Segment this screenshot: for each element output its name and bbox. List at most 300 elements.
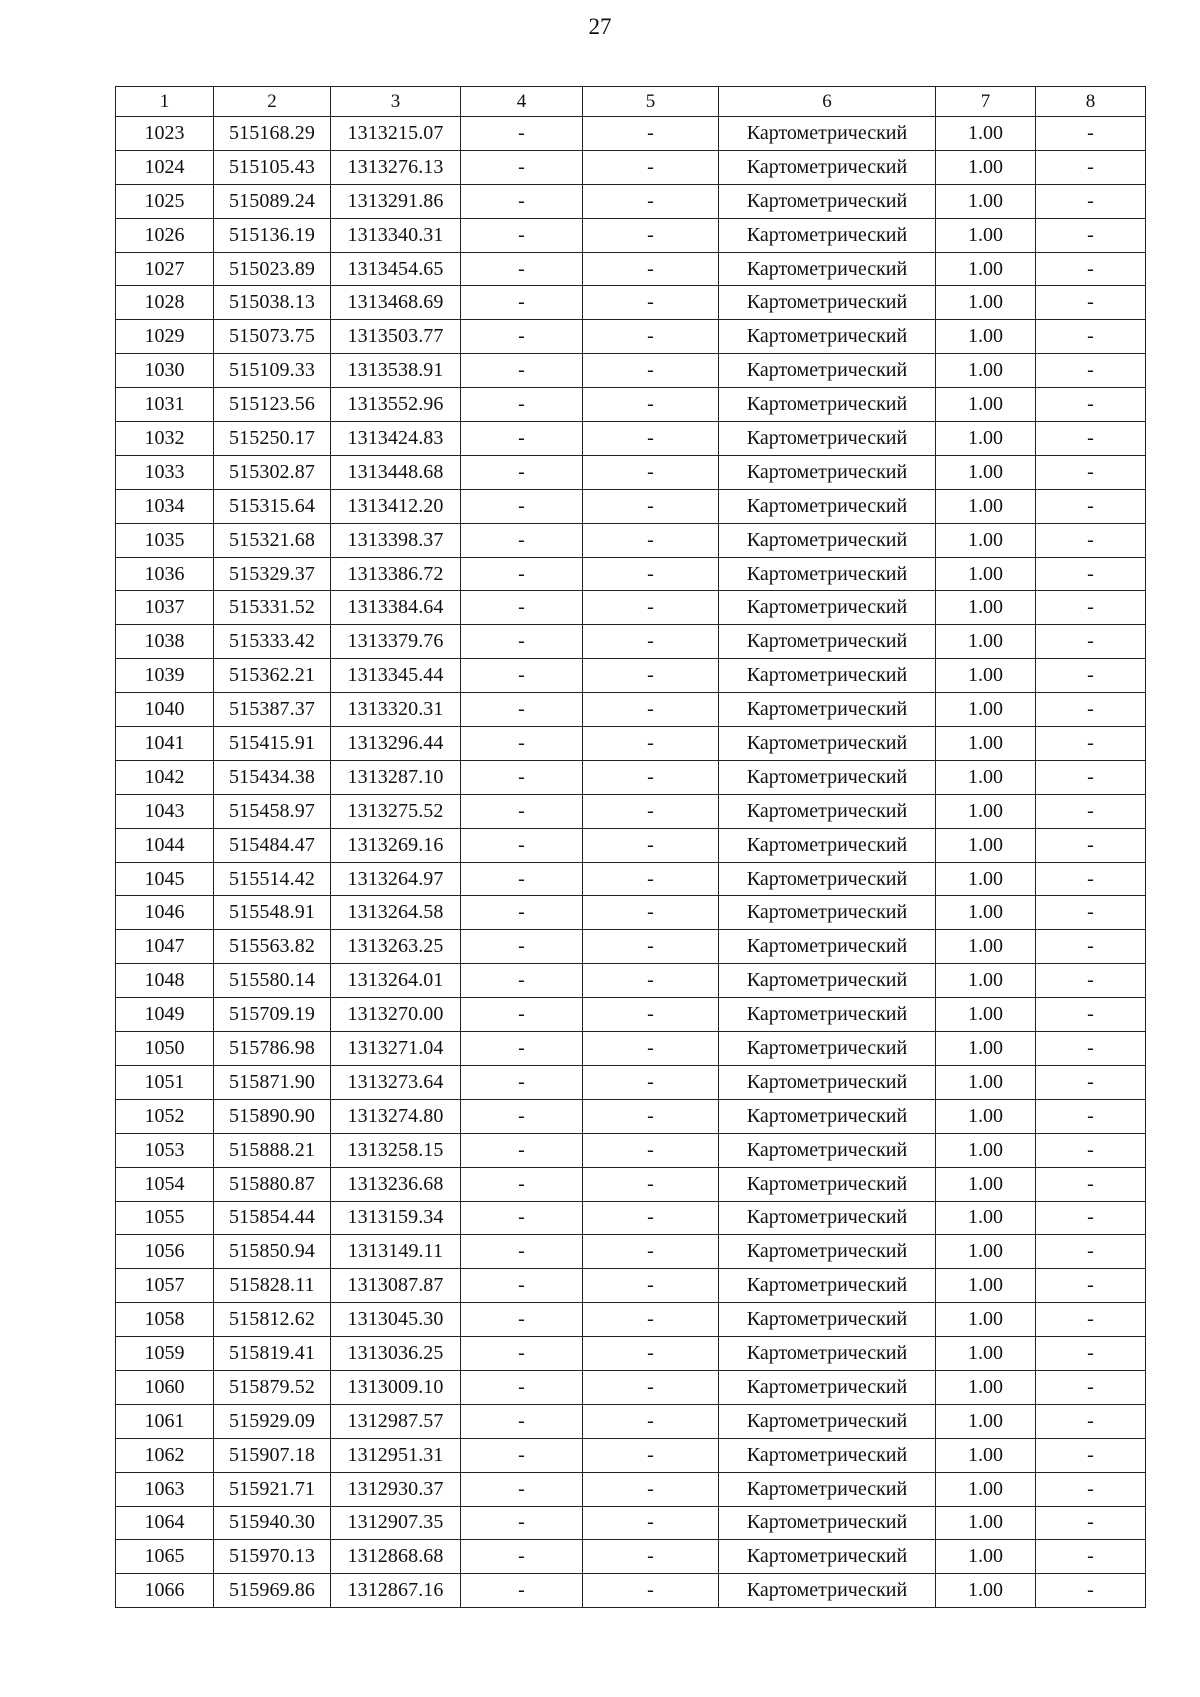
x-coordinate-cell: 515302.87 — [214, 455, 331, 489]
point-number-cell: 1035 — [116, 523, 214, 557]
column-4-cell: - — [461, 1370, 583, 1404]
column-5-cell: - — [583, 1269, 719, 1303]
point-number-cell: 1045 — [116, 862, 214, 896]
accuracy-cell: 1.00 — [936, 1404, 1036, 1438]
column-5-cell: - — [583, 1574, 719, 1608]
method-cell: Картометрический — [719, 727, 936, 761]
column-5-cell: - — [583, 1032, 719, 1066]
column-8-cell: - — [1036, 1337, 1146, 1371]
accuracy-cell: 1.00 — [936, 896, 1036, 930]
point-number-cell: 1037 — [116, 591, 214, 625]
column-8-cell: - — [1036, 1472, 1146, 1506]
accuracy-cell: 1.00 — [936, 388, 1036, 422]
x-coordinate-cell: 515812.62 — [214, 1303, 331, 1337]
accuracy-cell: 1.00 — [936, 150, 1036, 184]
x-coordinate-cell: 515089.24 — [214, 184, 331, 218]
column-4-cell: - — [461, 218, 583, 252]
column-4-cell: - — [461, 591, 583, 625]
point-number-cell: 1047 — [116, 930, 214, 964]
method-cell: Картометрический — [719, 896, 936, 930]
column-8-cell: - — [1036, 625, 1146, 659]
method-cell: Картометрический — [719, 252, 936, 286]
column-4-cell: - — [461, 693, 583, 727]
method-cell: Картометрический — [719, 1303, 936, 1337]
accuracy-cell: 1.00 — [936, 1065, 1036, 1099]
column-5-cell: - — [583, 1065, 719, 1099]
y-coordinate-cell: 1312987.57 — [331, 1404, 461, 1438]
table-header — [116, 87, 1146, 117]
point-number-cell: 1023 — [116, 117, 214, 151]
accuracy-cell: 1.00 — [936, 1133, 1036, 1167]
column-4-cell: - — [461, 286, 583, 320]
column-8-cell: - — [1036, 1506, 1146, 1540]
y-coordinate-cell: 1312907.35 — [331, 1506, 461, 1540]
column-4-cell: - — [461, 489, 583, 523]
table-row — [116, 1574, 1146, 1608]
table-row — [116, 184, 1146, 218]
table-row — [116, 727, 1146, 761]
x-coordinate-cell: 515850.94 — [214, 1235, 331, 1269]
column-5-cell: - — [583, 896, 719, 930]
column-4-cell: - — [461, 1438, 583, 1472]
column-5-cell: - — [583, 1167, 719, 1201]
column-8-cell: - — [1036, 1032, 1146, 1066]
table-row — [116, 218, 1146, 252]
point-number-cell: 1041 — [116, 727, 214, 761]
column-4-cell: - — [461, 964, 583, 998]
point-number-cell: 1059 — [116, 1337, 214, 1371]
column-8-cell: - — [1036, 1099, 1146, 1133]
column-4-cell: - — [461, 320, 583, 354]
column-header-6: 6 — [719, 87, 936, 117]
column-5-cell: - — [583, 286, 719, 320]
method-cell: Картометрический — [719, 659, 936, 693]
column-5-cell: - — [583, 727, 719, 761]
accuracy-cell: 1.00 — [936, 760, 1036, 794]
column-5-cell: - — [583, 1506, 719, 1540]
table-row — [116, 150, 1146, 184]
method-cell: Картометрический — [719, 1438, 936, 1472]
table-row — [116, 320, 1146, 354]
column-8-cell: - — [1036, 1167, 1146, 1201]
column-4-cell: - — [461, 422, 583, 456]
column-8-cell: - — [1036, 1438, 1146, 1472]
column-header-8: 8 — [1036, 87, 1146, 117]
column-header-5: 5 — [583, 87, 719, 117]
point-number-cell: 1052 — [116, 1099, 214, 1133]
column-header-1: 1 — [116, 87, 214, 117]
y-coordinate-cell: 1313448.68 — [331, 455, 461, 489]
table-row — [116, 1201, 1146, 1235]
column-5-cell: - — [583, 1133, 719, 1167]
table-row — [116, 1133, 1146, 1167]
accuracy-cell: 1.00 — [936, 1235, 1036, 1269]
accuracy-cell: 1.00 — [936, 286, 1036, 320]
column-8-cell: - — [1036, 591, 1146, 625]
accuracy-cell: 1.00 — [936, 252, 1036, 286]
method-cell: Картометрический — [719, 930, 936, 964]
table-row — [116, 354, 1146, 388]
column-8-cell: - — [1036, 760, 1146, 794]
column-8-cell: - — [1036, 930, 1146, 964]
column-8-cell: - — [1036, 354, 1146, 388]
column-8-cell: - — [1036, 489, 1146, 523]
x-coordinate-cell: 515329.37 — [214, 557, 331, 591]
column-5-cell: - — [583, 354, 719, 388]
column-8-cell: - — [1036, 150, 1146, 184]
column-5-cell: - — [583, 591, 719, 625]
column-4-cell: - — [461, 1337, 583, 1371]
method-cell: Картометрический — [719, 523, 936, 557]
column-4-cell: - — [461, 659, 583, 693]
point-number-cell: 1040 — [116, 693, 214, 727]
column-4-cell: - — [461, 557, 583, 591]
y-coordinate-cell: 1313087.87 — [331, 1269, 461, 1303]
y-coordinate-cell: 1313384.64 — [331, 591, 461, 625]
y-coordinate-cell: 1313263.25 — [331, 930, 461, 964]
accuracy-cell: 1.00 — [936, 659, 1036, 693]
accuracy-cell: 1.00 — [936, 794, 1036, 828]
column-5-cell: - — [583, 1370, 719, 1404]
method-cell: Картометрический — [719, 1337, 936, 1371]
accuracy-cell: 1.00 — [936, 320, 1036, 354]
method-cell: Картометрический — [719, 422, 936, 456]
method-cell: Картометрический — [719, 964, 936, 998]
x-coordinate-cell: 515123.56 — [214, 388, 331, 422]
column-8-cell: - — [1036, 455, 1146, 489]
accuracy-cell: 1.00 — [936, 1269, 1036, 1303]
x-coordinate-cell: 515415.91 — [214, 727, 331, 761]
method-cell: Картометрический — [719, 489, 936, 523]
column-8-cell: - — [1036, 1235, 1146, 1269]
x-coordinate-cell: 515362.21 — [214, 659, 331, 693]
column-8-cell: - — [1036, 1065, 1146, 1099]
page-number: 27 — [588, 14, 612, 39]
table-row — [116, 1303, 1146, 1337]
point-number-cell: 1063 — [116, 1472, 214, 1506]
column-4-cell: - — [461, 998, 583, 1032]
method-cell: Картометрический — [719, 1370, 936, 1404]
x-coordinate-cell: 515387.37 — [214, 693, 331, 727]
table-row — [116, 1506, 1146, 1540]
method-cell: Картометрический — [719, 1540, 936, 1574]
column-8-cell: - — [1036, 557, 1146, 591]
y-coordinate-cell: 1313379.76 — [331, 625, 461, 659]
point-number-cell: 1058 — [116, 1303, 214, 1337]
x-coordinate-cell: 515023.89 — [214, 252, 331, 286]
method-cell: Картометрический — [719, 557, 936, 591]
accuracy-cell: 1.00 — [936, 1574, 1036, 1608]
table-row — [116, 286, 1146, 320]
accuracy-cell: 1.00 — [936, 1099, 1036, 1133]
x-coordinate-cell: 515073.75 — [214, 320, 331, 354]
y-coordinate-cell: 1313552.96 — [331, 388, 461, 422]
accuracy-cell: 1.00 — [936, 422, 1036, 456]
column-8-cell: - — [1036, 184, 1146, 218]
x-coordinate-cell: 515038.13 — [214, 286, 331, 320]
column-5-cell: - — [583, 828, 719, 862]
column-8-cell: - — [1036, 964, 1146, 998]
point-number-cell: 1066 — [116, 1574, 214, 1608]
x-coordinate-cell: 515709.19 — [214, 998, 331, 1032]
table-row — [116, 998, 1146, 1032]
point-number-cell: 1051 — [116, 1065, 214, 1099]
x-coordinate-cell: 515819.41 — [214, 1337, 331, 1371]
point-number-cell: 1054 — [116, 1167, 214, 1201]
column-8-cell: - — [1036, 1404, 1146, 1438]
x-coordinate-cell: 515828.11 — [214, 1269, 331, 1303]
table-row — [116, 1540, 1146, 1574]
y-coordinate-cell: 1313258.15 — [331, 1133, 461, 1167]
column-8-cell: - — [1036, 1201, 1146, 1235]
column-4-cell: - — [461, 150, 583, 184]
point-number-cell: 1053 — [116, 1133, 214, 1167]
table-row — [116, 828, 1146, 862]
method-cell: Картометрический — [719, 1065, 936, 1099]
x-coordinate-cell: 515970.13 — [214, 1540, 331, 1574]
column-5-cell: - — [583, 794, 719, 828]
x-coordinate-cell: 515548.91 — [214, 896, 331, 930]
column-8-cell: - — [1036, 1574, 1146, 1608]
y-coordinate-cell: 1313159.34 — [331, 1201, 461, 1235]
column-4-cell: - — [461, 1167, 583, 1201]
x-coordinate-cell: 515333.42 — [214, 625, 331, 659]
column-8-cell: - — [1036, 1133, 1146, 1167]
y-coordinate-cell: 1313503.77 — [331, 320, 461, 354]
point-number-cell: 1046 — [116, 896, 214, 930]
x-coordinate-cell: 515484.47 — [214, 828, 331, 862]
method-cell: Картометрический — [719, 1574, 936, 1608]
x-coordinate-cell: 515434.38 — [214, 760, 331, 794]
x-coordinate-cell: 515315.64 — [214, 489, 331, 523]
method-cell: Картометрический — [719, 1235, 936, 1269]
column-4-cell: - — [461, 252, 583, 286]
column-8-cell: - — [1036, 862, 1146, 896]
accuracy-cell: 1.00 — [936, 1472, 1036, 1506]
accuracy-cell: 1.00 — [936, 1303, 1036, 1337]
y-coordinate-cell: 1313215.07 — [331, 117, 461, 151]
column-4-cell: - — [461, 1506, 583, 1540]
column-4-cell: - — [461, 523, 583, 557]
y-coordinate-cell: 1313264.01 — [331, 964, 461, 998]
x-coordinate-cell: 515109.33 — [214, 354, 331, 388]
x-coordinate-cell: 515321.68 — [214, 523, 331, 557]
column-4-cell: - — [461, 727, 583, 761]
column-8-cell: - — [1036, 523, 1146, 557]
table-row — [116, 455, 1146, 489]
y-coordinate-cell: 1313009.10 — [331, 1370, 461, 1404]
point-number-cell: 1032 — [116, 422, 214, 456]
column-4-cell: - — [461, 1235, 583, 1269]
point-number-cell: 1026 — [116, 218, 214, 252]
table-body — [116, 117, 1146, 1608]
column-5-cell: - — [583, 388, 719, 422]
y-coordinate-cell: 1313273.64 — [331, 1065, 461, 1099]
method-cell: Картометрический — [719, 828, 936, 862]
y-coordinate-cell: 1313291.86 — [331, 184, 461, 218]
y-coordinate-cell: 1313045.30 — [331, 1303, 461, 1337]
accuracy-cell: 1.00 — [936, 218, 1036, 252]
x-coordinate-cell: 515580.14 — [214, 964, 331, 998]
column-5-cell: - — [583, 184, 719, 218]
column-5-cell: - — [583, 455, 719, 489]
x-coordinate-cell: 515888.21 — [214, 1133, 331, 1167]
accuracy-cell: 1.00 — [936, 1032, 1036, 1066]
point-number-cell: 1065 — [116, 1540, 214, 1574]
table-row — [116, 1167, 1146, 1201]
accuracy-cell: 1.00 — [936, 625, 1036, 659]
table-row — [116, 896, 1146, 930]
column-5-cell: - — [583, 150, 719, 184]
column-4-cell: - — [461, 388, 583, 422]
column-5-cell: - — [583, 862, 719, 896]
method-cell: Картометрический — [719, 760, 936, 794]
table-row — [116, 1099, 1146, 1133]
column-5-cell: - — [583, 557, 719, 591]
column-5-cell: - — [583, 930, 719, 964]
column-5-cell: - — [583, 760, 719, 794]
method-cell: Картометрический — [719, 1404, 936, 1438]
point-number-cell: 1057 — [116, 1269, 214, 1303]
point-number-cell: 1056 — [116, 1235, 214, 1269]
column-header-7: 7 — [936, 87, 1036, 117]
method-cell: Картометрический — [719, 1133, 936, 1167]
y-coordinate-cell: 1313412.20 — [331, 489, 461, 523]
column-4-cell: - — [461, 625, 583, 659]
y-coordinate-cell: 1313269.16 — [331, 828, 461, 862]
method-cell: Картометрический — [719, 218, 936, 252]
coordinates-table — [115, 86, 1146, 1608]
accuracy-cell: 1.00 — [936, 1540, 1036, 1574]
accuracy-cell: 1.00 — [936, 964, 1036, 998]
accuracy-cell: 1.00 — [936, 354, 1036, 388]
accuracy-cell: 1.00 — [936, 930, 1036, 964]
accuracy-cell: 1.00 — [936, 557, 1036, 591]
accuracy-cell: 1.00 — [936, 117, 1036, 151]
accuracy-cell: 1.00 — [936, 1337, 1036, 1371]
point-number-cell: 1060 — [116, 1370, 214, 1404]
column-8-cell: - — [1036, 1303, 1146, 1337]
table-row — [116, 1472, 1146, 1506]
table-row — [116, 422, 1146, 456]
y-coordinate-cell: 1313275.52 — [331, 794, 461, 828]
method-cell: Картометрический — [719, 794, 936, 828]
x-coordinate-cell: 515907.18 — [214, 1438, 331, 1472]
x-coordinate-cell: 515940.30 — [214, 1506, 331, 1540]
column-5-cell: - — [583, 1438, 719, 1472]
point-number-cell: 1027 — [116, 252, 214, 286]
y-coordinate-cell: 1313264.97 — [331, 862, 461, 896]
table-row — [116, 557, 1146, 591]
point-number-cell: 1036 — [116, 557, 214, 591]
accuracy-cell: 1.00 — [936, 998, 1036, 1032]
method-cell: Картометрический — [719, 184, 936, 218]
y-coordinate-cell: 1313320.31 — [331, 693, 461, 727]
table-row — [116, 964, 1146, 998]
y-coordinate-cell: 1313036.25 — [331, 1337, 461, 1371]
y-coordinate-cell: 1313398.37 — [331, 523, 461, 557]
table-row — [116, 1032, 1146, 1066]
x-coordinate-cell: 515331.52 — [214, 591, 331, 625]
point-number-cell: 1044 — [116, 828, 214, 862]
column-4-cell: - — [461, 1404, 583, 1438]
column-8-cell: - — [1036, 252, 1146, 286]
method-cell: Картометрический — [719, 455, 936, 489]
table-row — [116, 930, 1146, 964]
column-8-cell: - — [1036, 1269, 1146, 1303]
method-cell: Картометрический — [719, 591, 936, 625]
x-coordinate-cell: 515969.86 — [214, 1574, 331, 1608]
x-coordinate-cell: 515786.98 — [214, 1032, 331, 1066]
table-row — [116, 523, 1146, 557]
column-8-cell: - — [1036, 896, 1146, 930]
point-number-cell: 1031 — [116, 388, 214, 422]
column-4-cell: - — [461, 862, 583, 896]
point-number-cell: 1039 — [116, 659, 214, 693]
column-header-3: 3 — [331, 87, 461, 117]
column-8-cell: - — [1036, 794, 1146, 828]
accuracy-cell: 1.00 — [936, 1370, 1036, 1404]
point-number-cell: 1024 — [116, 150, 214, 184]
column-5-cell: - — [583, 117, 719, 151]
x-coordinate-cell: 515890.90 — [214, 1099, 331, 1133]
column-4-cell: - — [461, 760, 583, 794]
column-5-cell: - — [583, 1235, 719, 1269]
y-coordinate-cell: 1313454.65 — [331, 252, 461, 286]
column-5-cell: - — [583, 218, 719, 252]
point-number-cell: 1061 — [116, 1404, 214, 1438]
point-number-cell: 1038 — [116, 625, 214, 659]
column-4-cell: - — [461, 354, 583, 388]
x-coordinate-cell: 515250.17 — [214, 422, 331, 456]
accuracy-cell: 1.00 — [936, 727, 1036, 761]
y-coordinate-cell: 1313236.68 — [331, 1167, 461, 1201]
y-coordinate-cell: 1313386.72 — [331, 557, 461, 591]
column-5-cell: - — [583, 1303, 719, 1337]
table-row — [116, 1337, 1146, 1371]
column-5-cell: - — [583, 998, 719, 1032]
y-coordinate-cell: 1313340.31 — [331, 218, 461, 252]
column-8-cell: - — [1036, 422, 1146, 456]
column-5-cell: - — [583, 693, 719, 727]
method-cell: Картометрический — [719, 1167, 936, 1201]
column-8-cell: - — [1036, 693, 1146, 727]
method-cell: Картометрический — [719, 1472, 936, 1506]
point-number-cell: 1029 — [116, 320, 214, 354]
column-8-cell: - — [1036, 286, 1146, 320]
column-4-cell: - — [461, 1269, 583, 1303]
y-coordinate-cell: 1313149.11 — [331, 1235, 461, 1269]
table-row — [116, 625, 1146, 659]
column-8-cell: - — [1036, 320, 1146, 354]
column-4-cell: - — [461, 896, 583, 930]
header-row — [116, 87, 1146, 117]
column-8-cell: - — [1036, 117, 1146, 151]
table-row — [116, 693, 1146, 727]
column-8-cell: - — [1036, 1370, 1146, 1404]
table-row — [116, 1438, 1146, 1472]
table-row — [116, 388, 1146, 422]
x-coordinate-cell: 515514.42 — [214, 862, 331, 896]
method-cell: Картометрический — [719, 998, 936, 1032]
column-4-cell: - — [461, 455, 583, 489]
x-coordinate-cell: 515879.52 — [214, 1370, 331, 1404]
table-row — [116, 117, 1146, 151]
point-number-cell: 1042 — [116, 760, 214, 794]
column-4-cell: - — [461, 930, 583, 964]
y-coordinate-cell: 1313424.83 — [331, 422, 461, 456]
table-row — [116, 252, 1146, 286]
